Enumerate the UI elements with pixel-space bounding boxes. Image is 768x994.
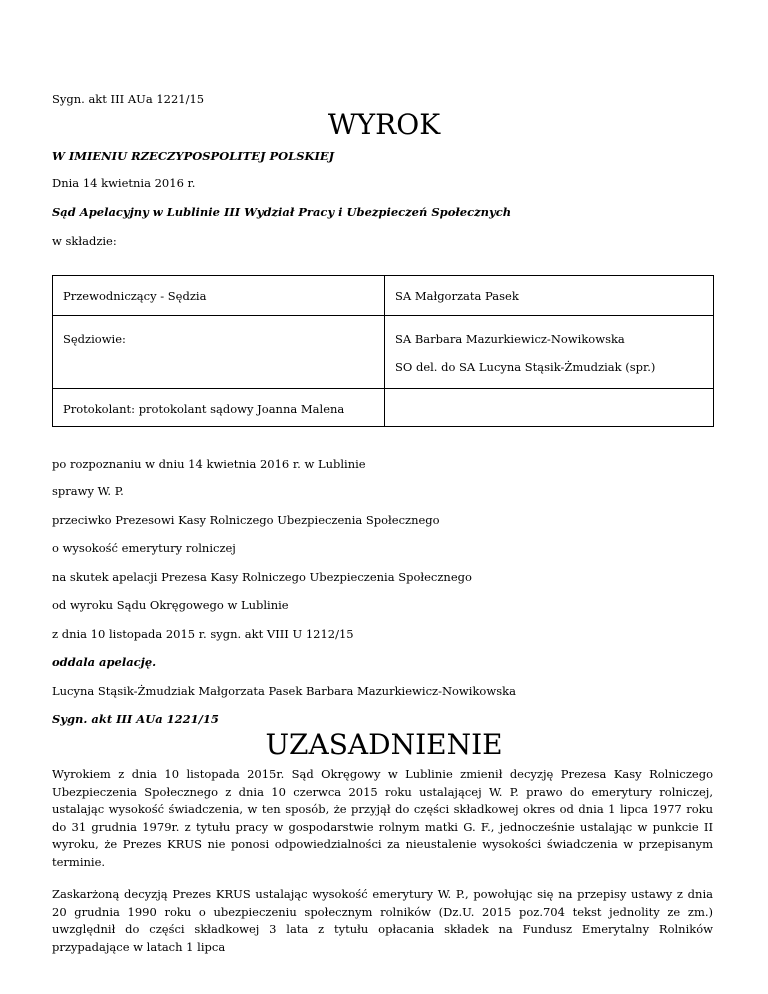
panel-row-clerk <box>53 389 714 427</box>
presiding-label-cell <box>53 276 385 316</box>
justification-title: UZASADNIENIE <box>265 728 503 761</box>
body-line: z dnia 10 listopada 2015 r. sygn. akt VIII U 1212/15 <box>52 627 354 641</box>
judge-signatures: Lucyna Stąsik-Żmudziak Małgorzata Pasek Barbara Mazurkiewicz-Nowikowska <box>52 684 516 698</box>
justification-paragraph: Wyrokiem z dnia 10 listopada 2015r. Sąd Okręgowy w Lublinie zmienił decyzję Prezesa Kasy Rolniczego Ubezpieczenia Społecznego z dnia 10 czerwca 2015 roku ustalającej W. P. prawo do emerytury rolniczej, ustalając wysokość świadczenia, w ten sposób, że przyjął do części składkowej okres od dnia 1 lipca 1977 roku do 31 grudnia 1979r. z tytułu pracy w gospodarstwie rolnym matki G. F., jednocześnie ustalając w punkcie II wyroku, że Prezes KRUS nie ponosi odpowiedzialności za nieustalenie wysokości świadczenia w przepisanym terminie. <box>52 767 713 869</box>
judge-name: SA Barbara Mazurkiewicz-Nowikowska <box>395 332 625 346</box>
case-number: Sygn. akt III AUa 1221/15 <box>52 92 205 106</box>
in-the-name-heading: W IMIENIU RZECZYPOSPOLITEJ POLSKIEJ <box>52 149 335 163</box>
court-name: Sąd Apelacyjny w Lublinie III Wydział Pracy i Ubezpieczeń Społecznych <box>52 205 512 219</box>
composition-label: w składzie: <box>52 234 117 248</box>
judges-label-cell <box>53 316 385 389</box>
body-line: o wysokość emerytury rolniczej <box>52 541 236 555</box>
panel-row-presiding <box>53 276 714 316</box>
clerk-cell <box>53 389 385 427</box>
presiding-label: Przewodniczący - Sędzia <box>63 289 207 303</box>
judges-names-cell <box>385 316 714 389</box>
body-line: sprawy W. P. <box>52 484 124 498</box>
presiding-name-cell <box>385 276 714 316</box>
panel-row-judges <box>53 316 714 389</box>
court-panel-table <box>52 275 714 427</box>
clerk-empty-cell <box>385 389 714 427</box>
judgment-date: Dnia 14 kwietnia 2016 r. <box>52 176 196 190</box>
judge-name: SO del. do SA Lucyna Stąsik-Żmudziak (spr.) <box>395 360 656 374</box>
body-line: przeciwko Prezesowi Kasy Rolniczego Ubezpieczenia Społecznego <box>52 513 440 527</box>
judges-label: Sędziowie: <box>63 332 126 346</box>
body-line: po rozpoznaniu w dniu 14 kwietnia 2016 r. w Lublinie <box>52 457 366 471</box>
justification-case-number: Sygn. akt III AUa 1221/15 <box>52 712 219 726</box>
justification-paragraph: Zaskarżoną decyzją Prezes KRUS ustalając wysokość emerytury W. P., powołując się na przepisy ustawy z dnia 20 grudnia 1990 roku o ubezpieczeniu społecznym rolników (Dz.U. 2015 poz.704 tekst jednolity ze zm.) uwzględnił do części składkowej 3 lata z tytułu opłacania składek na Fundusz Emerytalny Rolników przypadające w latach 1 lipca <box>52 887 713 954</box>
clerk-label: Protokolant: protokolant sądowy Joanna Malena <box>63 402 345 416</box>
body-line: od wyroku Sądu Okręgowego w Lublinie <box>52 598 289 612</box>
body-line: na skutek apelacji Prezesa Kasy Rolniczego Ubezpieczenia Społecznego <box>52 570 472 584</box>
presiding-name: SA Małgorzata Pasek <box>395 289 519 303</box>
page-title: WYROK <box>327 108 441 141</box>
verdict: oddala apelację. <box>52 655 157 669</box>
